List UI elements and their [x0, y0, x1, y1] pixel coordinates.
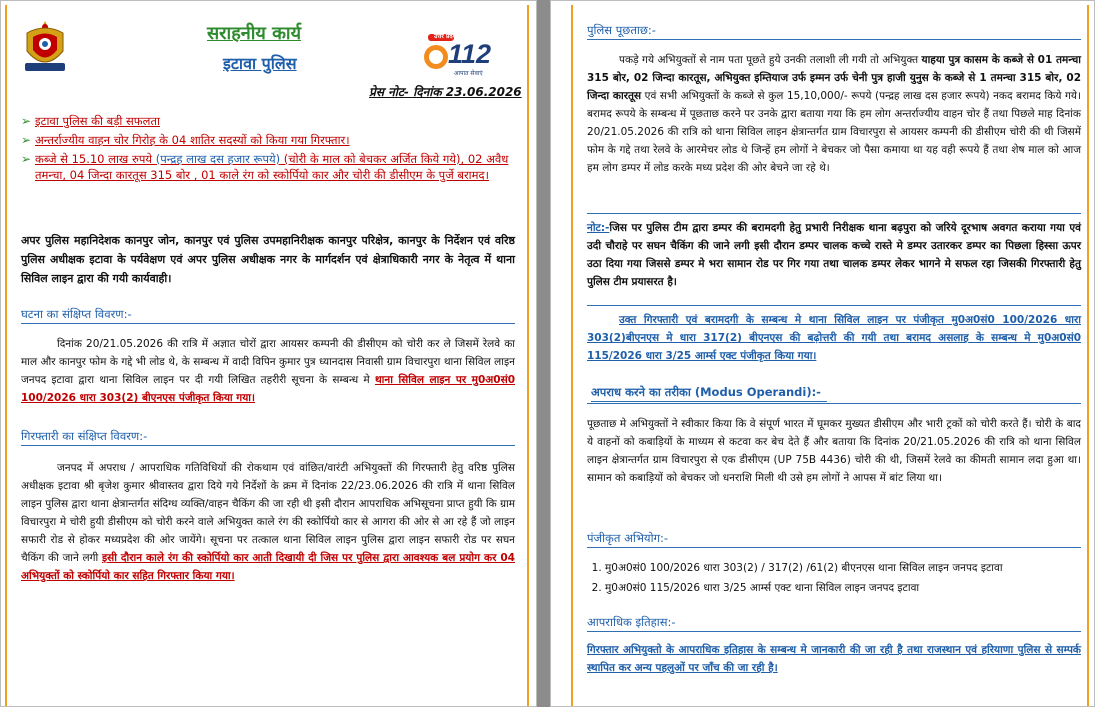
emergency-112-logo	[422, 31, 508, 77]
registered-case-item: 2. मु0अ0सं0 115/2026 धारा 3/25 आर्म्स एक्ट थाना सिविल लाइन जनपद इटावा	[605, 579, 1081, 597]
registered-cases-list	[587, 559, 1081, 599]
arrest-summary-heading-text: गिरफ्तारी का संक्षिप्त विवरण:-	[21, 427, 515, 446]
arrest-divider	[587, 305, 1081, 306]
arrow-bullet-icon: ➢	[21, 133, 32, 147]
arrest-summary-body: जनपद में अपराध / आपराधिक गतिविधियों की रोकथाम एवं वांछित/वारंटी अभियुक्तों की गिरफ्तारी हेतु वरिष्ठ पुलिस अधीक्षक इटावा श्री बृजेश कुमार श्रीवास्तव द्वारा दिये गये निर्देशों के क्रम में दिनांक 22/23.06.2026 की रात्रि में थाना सिविल लाइन पुलिस द्वारा थाना क्षेत्रान्तर्गत संदिग्ध व्यक्ति/वाहन चैकिंग की जा रही थी इसी दौरान आपराधिक अभिसूचना प्राप्त हुयी कि ग्राम विचारपुरा मे चोरी हुयी डीसीएम को चोरी करने वाले अभियुक्त काले रंग की स्कोर्पियो कार से आगरा की ओर से आ रहे हैं जो लाइन सफारी रोड से होकर मध्यप्रदेश की ओर जायेंगे। सूचना पर तत्काल थाना सिविल लाइन पुलिस द्वारा लाइन सफारी रोड पर सघन चैकिंग की जाने लगी	[21, 462, 515, 564]
highlight-bullets	[21, 113, 517, 186]
case-registration-text: थाना सिविल लाइन पर मु0अ0सं0 100/2026 धारा 303(2) बीएनएस पंजीकृत किया गया।	[21, 374, 515, 404]
interrogation-body-2: एवं सभी अभियुक्तों के कब्जे से कुल 15,10,000/- रूपये (पन्द्रह लाख दस हजार रूपये) नकद बरामद किये गये। बरामद रूपये के सम्बन्ध में पूछताछ करने पर उनके द्वारा बताया गया कि हम लोग अन्तर्राज्यीय वाहन चोर हैं तथा पिछले माह दिनांक 20/21.05.2026 की रात्रि को थाना सिविल लाइन क्षेत्रान्तर्गत ग्राम विचारपुरा से आयसर कम्पनी की डीसीएम चोरी की थी जिसमें फोम के गद्दे तथा रेलवे के आरमेचर लोड थे जिन्हें हम लोगों ने बेचकर जो पैसा कमाया था यह वही रूपये हैं तथा शेष माल को आज हम लोग डम्पर में लोड करके मध्य प्रदेश की ओर बेचने जा रहे थे।	[587, 90, 1081, 174]
incident-summary-body: दिनांक 20/21.05.2026 की रात्रि में अज्ञात चोरों द्वारा आयसर कम्पनी की डीसीएम को चोरी कर ले जिसमें रेलवे का माल और कानपुर फोम के गद्दे भी लोड थे, के सम्बन्ध में वादी विपिन कुमार पुत्र ध्यानदास निवासी ग्राम विचारपुरा थाना सिविल लाइन जनपद इटावा द्वारा थाना सिविल लाइन पर दी गयी लिखित तहरीरी सूचना के सम्बन्ध मे	[21, 338, 515, 386]
criminal-history-heading-text: आपराधिक इतिहास:-	[587, 613, 1081, 632]
note-label: नोट:-	[587, 222, 610, 234]
bullet-item	[21, 151, 517, 183]
bullet-text: अन्तर्राज्यीय वाहन चोर गिरोह के 04 शातिर सदस्यों को किया गया गिरफ्तार।	[35, 133, 350, 147]
page-gap	[537, 0, 550, 707]
up-police-emblem-icon	[19, 19, 71, 75]
arrow-bullet-icon: ➢	[21, 114, 32, 128]
modus-operandi-text: पूछताछ मे अभियुक्तों ने स्वीकार किया कि वे संपूर्ण भारत में घूमकर मुख्यत डीसीएम और भारी ट्रकों को चोरी करते हैं। चोरी के बाद ये वाहनों को कबाड़ियों के माध्यम से कटवा कर बेच देते हैं और बताया कि दिनांक 20/21.05.2026 की रात्रि को थाना सिविल लाइन क्षेत्रान्तर्गत ग्राम विचारपुरा से एक डीसीएम (UP 75B 4436) चोरी की थी, जिसमें रेलवे का कीमती सामान लदा हुआ था। सामान को कबाड़ियों को बेचकर जो धनराशि मिली थी उसे हम लोगों ने आपस में बांट लिया था।	[587, 418, 1081, 484]
registered-case-item: 1. मु0अ0सं0 100/2026 धारा 303(2) / 317(2) /61(2) बीएनएस थाना सिविल लाइन जनपद इटावा	[605, 559, 1081, 577]
bullet-recovery-part1: कब्जे से 15.10 लाख रुपये	[35, 152, 156, 166]
logo-112-bottom-text: आपात सेवाएं	[454, 70, 483, 77]
note-paragraph	[587, 219, 1081, 291]
document-page-left	[0, 0, 537, 707]
arrest-summary-heading	[21, 427, 515, 446]
intro-paragraph: अपर पुलिस महानिदेशक कानपुर जोन, कानपुर एवं पुलिस उपमहानिरीक्षक कानपुर परिक्षेत्र, कानपुर के निर्देशन एवं वरिष्ठ पुलिस अधीक्षक इटावा के पर्यवेक्षण एवं अपर पुलिस अधीक्षक नगर के मार्गदर्शन एवं क्षेत्राधिकारी नगर के नेतृत्व में थाना सिविल लाइन द्वारा की गयी कार्यवाही।	[21, 234, 515, 285]
modus-operandi-heading	[591, 383, 1081, 402]
interrogation-recovery-bold: याहया पुत्र कासम के कब्जे से 01 तमन्चा 315 बोर, 02 जिन्दा कारतूस, अभियुक्त इम्तियाज उर्फ इम्मन उर्फ चेनी पुत्र हाजी युनुस के कब्जे से 1 तमन्चा 315 बोर, 02 जिन्दा कारतूस	[587, 54, 1082, 102]
arrest-summary-text	[21, 459, 515, 585]
criminal-history-text: गिरफ्तार अभियुक्तो के आपराधिक इतिहास के सम्बन्ध मे जानकारी की जा रही है तथा राजस्थान एवं हरियाणा पुलिस से सम्पर्क स्थापित कर अन्य पहलुओं पर जाँच की जा रही है।	[587, 644, 1081, 674]
document-title: सराहनीय कार्य	[207, 23, 302, 44]
interrogation-body-1: पकड़े गये अभियुक्तों से नाम पता पूछते हुये उनकी तलाशी ली गयी तो अभियुक्त	[619, 54, 922, 66]
incident-summary-heading	[21, 305, 515, 324]
registered-cases-heading-text: पंजीकृत अभियोग:-	[587, 529, 1081, 548]
page-border-right	[571, 5, 1089, 707]
arrest-highlight-text: इसी दौरान काले रंग की स्कोर्पियो कार आती दिखायी दी जिस पर पुलिस द्वारा आवश्यक बल प्रयोग कर 04 अभियुक्तों को स्कोर्पियो कार सहित गिरफ्तार किया गया।	[21, 552, 515, 582]
interrogation-text	[587, 51, 1081, 177]
bullet-recovery-part3: (चोरी के माल को बेचकर अर्जित किये गये), 02 अवैध तमन्चा, 04 जिन्दा कारतूस 315 बोर , 01 काले रंग को स्कोर्पियो कार और चोरी की डीसीएम के पुर्जे बरामद।	[35, 152, 509, 182]
logo-112-number: 112	[448, 39, 492, 69]
note-text: जिस पर पुलिस टीम द्वारा डम्पर की बरामदगी हेतु प्रभारी निरीक्षक थाना बढ़पुरा को जरिये दूरभाष अवगत कराया गया एवं उदी चौराहे पर सघन चैकिंग की जाने लगी इसी दौरान डम्पर चालक कच्चे रास्ते मे डम्पर उतारकर डम्पर का पिछला हिस्सा ऊपर उठा दिया गया जिससे डम्पर मे भरा सामान रोड पर गिर गया तथा चालक डम्पर लेकर भागने मे सफल रहा जिसकी गिरफ्तारी हेतु पुलिस टीम प्रयासरत है।	[587, 222, 1081, 288]
arrow-bullet-icon: ➢	[21, 152, 32, 166]
bullet-text: इटावा पुलिस की बड़ी सफलता	[35, 114, 160, 128]
document-subtitle: इटावा पुलिस	[223, 54, 297, 73]
interrogation-heading	[587, 21, 1081, 40]
bullet-item	[21, 113, 517, 129]
criminal-history-heading	[587, 613, 1081, 632]
bullet-item	[21, 132, 517, 148]
bullet-text-recovery	[35, 151, 517, 183]
press-note-date: प्रेस नोट- दिनांक 23.06.2026	[369, 85, 522, 99]
modus-operandi-heading-text: अपराध करने का तरीका (Modus Operandi):-	[591, 383, 827, 402]
logo-112-top-text: उत्तर प्रदेश	[434, 33, 457, 40]
registered-cases-heading	[587, 529, 1081, 548]
mo-divider	[587, 403, 1081, 404]
page-border-left	[5, 5, 529, 707]
document-page-right	[550, 0, 1095, 707]
incident-summary-heading-text: घटना का संक्षिप्त विवरण:-	[21, 305, 515, 324]
incident-summary-text	[21, 335, 515, 407]
bullet-recovery-amount-words: (पन्द्रह लाख दस हजार रूपये)	[155, 152, 281, 166]
interrogation-heading-text: पुलिस पूछताछ:-	[587, 21, 1081, 40]
note-divider	[587, 213, 1081, 214]
case-update-text: उक्त गिरफ्तारी एवं बरामदगी के सम्बन्ध मे थाना सिविल लाइन पर पंजीकृत मु0अ0सं0 100/2026 धारा 303(2)बीएनएस मे धारा 317(2) बीएनएस की बढ़ोत्तरी की गयी तथा बरामद असलाह के सम्बन्ध मे मु0अ0सं0 115/2026 धारा 3/25 आर्म्स एक्ट पंजीकृत किया गया।	[587, 314, 1081, 362]
